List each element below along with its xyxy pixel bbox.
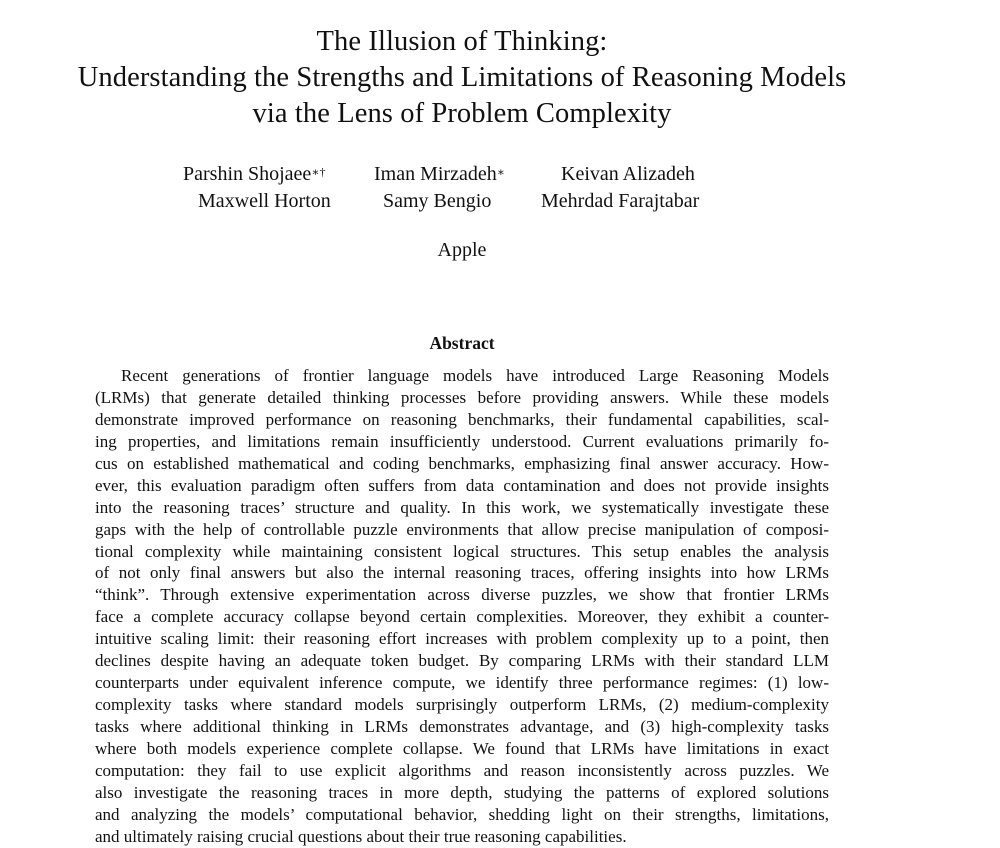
abstract-line: where both models experience complete collapse. We found that LRMs have limitations in exact	[95, 738, 829, 758]
author-marks: ∗†	[311, 165, 326, 179]
author-alizadeh	[561, 160, 695, 188]
abstract-line: face a complete accuracy collapse beyond certain complexities. Moreover, they exhibit a counter-	[95, 607, 829, 627]
author-row-1	[0, 160, 924, 188]
abstract-line: and analyzing the models’ computational behavior, shedding light on their strengths, limitations,	[95, 804, 829, 824]
abstract-line: “think”. Through extensive experimentation across diverse puzzles, we show that frontier LRMs	[95, 585, 829, 605]
author-horton	[198, 187, 331, 215]
abstract-line: declines despite having an adequate token budget. By comparing LRMs with their standard LLM	[95, 651, 829, 671]
abstract-line: into the reasoning traces’ structure and quality. In this work, we systematically investigate these	[95, 497, 829, 517]
author-bengio	[383, 187, 491, 215]
author-name: Parshin Shojaee	[183, 163, 312, 185]
abstract-body	[95, 365, 829, 848]
abstract-line: (LRMs) that generate detailed thinking processes before providing answers. While these models	[95, 387, 829, 407]
abstract-line: also investigate the reasoning traces in more depth, studying the patterns of explored solutions	[95, 782, 829, 802]
abstract-line: cus on established mathematical and coding benchmarks, emphasizing final answer accuracy. How-	[95, 453, 829, 473]
affiliation: Apple	[437, 239, 487, 261]
author-name: Keivan Alizadeh	[561, 163, 695, 185]
author-row-2	[0, 187, 924, 215]
abstract-line: gaps with the help of controllable puzzle environments that allow precise manipulation of composi-	[95, 519, 829, 539]
author-marks: ∗	[496, 165, 505, 179]
abstract-line: tasks where additional thinking in LRMs demonstrates advantage, and (3) high-complexity tasks	[95, 717, 829, 736]
abstract-line: intuitive scaling limit: their reasoning effort increases with problem complexity up to a point, then	[95, 629, 829, 649]
author-name: Mehrdad Farajtabar	[541, 190, 700, 212]
abstract-line: ever, this evaluation paradigm often suffers from data contamination and does not provide insights	[95, 475, 829, 495]
abstract-line: counterparts under equivalent inference compute, we identify three performance regimes: (1) low-	[95, 673, 829, 693]
author-farajtabar	[541, 187, 699, 215]
author-mirzadeh	[374, 160, 505, 188]
abstract-line: tional complexity while maintaining consistent logical structures. This setup enables the analysis	[95, 541, 829, 561]
author-name: Maxwell Horton	[198, 190, 331, 212]
abstract-heading: Abstract	[429, 333, 495, 353]
title-line-1: The Illusion of Thinking:	[316, 26, 608, 57]
abstract-line: Recent generations of frontier language models have introduced Large Reasoning Models	[121, 366, 829, 385]
abstract-line: ing properties, and limitations remain insufficiently understood. Current evaluations primarily fo-	[95, 431, 829, 451]
title-line-3: via the Lens of Problem Complexity	[252, 98, 672, 129]
author-shojaee	[183, 160, 325, 188]
paper-title	[0, 24, 924, 132]
abstract-line: and ultimately raising crucial questions about their true reasoning capabilities.	[95, 826, 627, 846]
abstract-line: complexity tasks where standard models surprisingly outperform LRMs, (2) medium-complexity	[95, 695, 829, 715]
author-name: Samy Bengio	[383, 190, 492, 212]
abstract-line: computation: they fail to use explicit algorithms and reason inconsistently across puzzles. We	[95, 760, 829, 780]
abstract-line: of not only final answers but also the internal reasoning traces, offering insights into how LRMs	[95, 563, 829, 583]
abstract-line: demonstrate improved performance on reasoning benchmarks, their fundamental capabilities, scal-	[95, 409, 829, 429]
title-line-2: Understanding the Strengths and Limitations of Reasoning Models	[77, 62, 847, 93]
author-name: Iman Mirzadeh	[374, 163, 497, 185]
